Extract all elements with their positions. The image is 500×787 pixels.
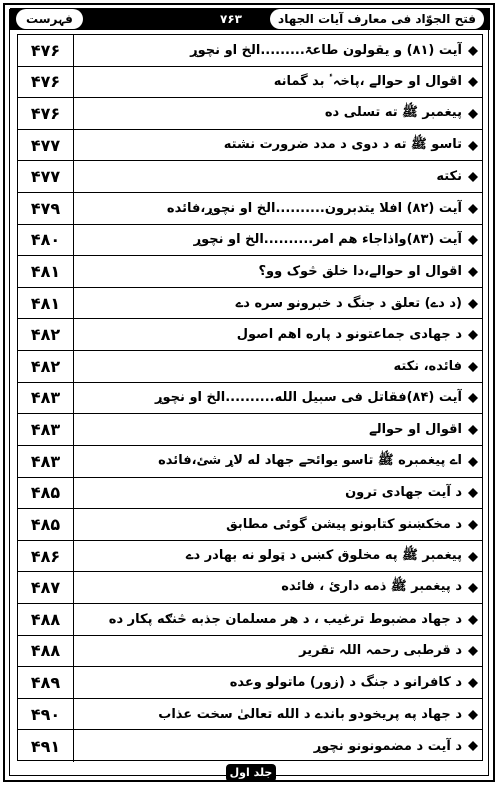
bullet-icon: [468, 710, 478, 720]
bullet-icon: [468, 741, 478, 751]
page-ref: ۴۹۱: [18, 730, 74, 762]
contents-row: [18, 636, 482, 668]
entry-title: د جهادی جماعتونو د پاره اهم اصول: [236, 327, 462, 343]
bullet-icon: [468, 457, 478, 467]
page-number: ۷۶۳: [220, 12, 242, 26]
page-ref: ۴۸۲: [18, 351, 74, 382]
page-ref: ۴۸۶: [18, 541, 74, 572]
running-header: [10, 8, 490, 30]
bullet-icon: [468, 678, 478, 688]
contents-row: [18, 730, 482, 762]
entry-title: د پیغمبر ﷺ ذمه داریٔ ، فائده: [281, 579, 462, 595]
page-ref: ۴۸۷: [18, 572, 74, 603]
bullet-icon: [468, 235, 478, 245]
entry-title: تاسو ﷺ ته د دوی د مدد ضرورت نشته: [223, 136, 462, 152]
bullet-icon: [468, 488, 478, 498]
contents-row: [18, 98, 482, 130]
page-ref: ۴۷۷: [18, 161, 74, 192]
entry-title: فائده، نکته: [393, 358, 462, 374]
contents-row: [18, 256, 482, 288]
entry-title: نکته: [436, 169, 462, 185]
contents-row: [18, 699, 482, 731]
entry-title: د جهاد په پریخودو باندے د الله تعالیٰ سخت عذاب: [158, 706, 462, 722]
page-ref: ۴۸۱: [18, 288, 74, 319]
entry-title: پیغمبر ﷺ په مخلوق کښں د ټولو نه بهادر دے: [185, 547, 462, 563]
bullet-icon: [468, 615, 478, 625]
bullet-icon: [468, 330, 478, 340]
entry-title: اے پیغمبره ﷺ تاسو یوائحے جهاد له لاړ شئ،فائده: [158, 452, 462, 468]
entry-title: د قرطبی رحمہ اللہ تقریر: [299, 643, 462, 659]
contents-row: [18, 35, 482, 67]
contents-row: [18, 383, 482, 415]
bullet-icon: [468, 77, 478, 87]
bullet-icon: [468, 141, 478, 151]
section-label: فہرست: [16, 9, 83, 29]
bullet-icon: [468, 646, 478, 656]
contents-row: [18, 67, 482, 99]
contents-row: [18, 509, 482, 541]
entry-title: اقوال او حوالے ،پاخہٴ بد گمانه: [273, 74, 462, 90]
entry-title: د کافرانو د جنگ د (زور) ماتولو وعده: [229, 674, 462, 690]
page-ref: ۴۷۷: [18, 130, 74, 161]
bullet-icon: [468, 552, 478, 562]
page-ref: ۴۸۰: [18, 225, 74, 256]
bullet-icon: [468, 393, 478, 403]
page-ref: ۴۷۶: [18, 35, 74, 66]
bullet-icon: [468, 267, 478, 277]
bullet-icon: [468, 520, 478, 530]
contents-row: [18, 572, 482, 604]
contents-row: [18, 604, 482, 636]
bullet-icon: [468, 583, 478, 593]
bullet-icon: [468, 172, 478, 182]
page-ref: ۴۸۸: [18, 604, 74, 635]
entry-title: د جهاد مضبوط ترغیب ، د هر مسلمان جذبه څنګه پکار ده: [108, 611, 462, 627]
entry-title: اقوال او حوالے،دا خلق څوک وو؟: [258, 264, 462, 280]
entry-title: آیت (۸۳)واذاجاء هم امر..........الخ او نچوړ: [193, 232, 462, 248]
bullet-icon: [468, 109, 478, 119]
bullet-icon: [468, 204, 478, 214]
page-ref: ۴۸۲: [18, 319, 74, 350]
entry-title: د آیت جهادی ترون: [345, 485, 462, 501]
contents-row: [18, 446, 482, 478]
page-ref: ۴۸۵: [18, 509, 74, 540]
contents-row: [18, 319, 482, 351]
entry-title: د آیت د مضمونونو نچوړ: [313, 738, 462, 754]
bullet-icon: [468, 362, 478, 372]
page-ref: ۴۹۰: [18, 699, 74, 730]
entry-title: د مخکښنو کتابونو پیشن گوئی مطابق: [226, 516, 462, 532]
entry-title: آیت (۸۱) و یقولون طاعۃ.........الخ او نچوړ: [190, 42, 462, 58]
page-ref: ۴۸۳: [18, 414, 74, 445]
contents-row: [18, 193, 482, 225]
page-ref: ۴۷۶: [18, 67, 74, 98]
contents-row: [18, 288, 482, 320]
page-ref: ۴۸۹: [18, 667, 74, 698]
bullet-icon: [468, 299, 478, 309]
entry-title: پیغمبر ﷺ ته تسلی ده: [324, 105, 462, 120]
page-ref: ۴۸۳: [18, 383, 74, 414]
page-ref: ۴۷۹: [18, 193, 74, 224]
bullet-icon: [468, 46, 478, 56]
contents-row: [18, 225, 482, 257]
contents-row: [18, 478, 482, 510]
page-ref: ۴۷۶: [18, 98, 74, 129]
entry-title: (د دے) تعلق د جنگ د خبرونو سره دے: [235, 295, 462, 311]
entry-title: اقوال او حوالے: [369, 422, 462, 438]
contents-row: [18, 414, 482, 446]
entry-title: آیت (۸۴)فقاتل فی سبیل الله..........الخ او نچوړ: [155, 390, 462, 406]
contents-row: [18, 667, 482, 699]
contents-table: [17, 34, 483, 761]
volume-label: جلد اول: [226, 764, 276, 782]
bullet-icon: [468, 425, 478, 435]
page-ref: ۴۸۸: [18, 636, 74, 667]
book-title: فتح الجوّاد فی معارف آیات الجهاد: [270, 9, 484, 29]
page-ref: ۴۸۵: [18, 478, 74, 509]
contents-row: [18, 130, 482, 162]
contents-row: [18, 351, 482, 383]
contents-row: [18, 541, 482, 573]
entry-title: آیت (۸۲) افلا یتدبرون..........الخ او نچوړ،فائده: [166, 200, 462, 216]
contents-row: [18, 161, 482, 193]
page-ref: ۴۸۱: [18, 256, 74, 287]
page-ref: ۴۸۳: [18, 446, 74, 477]
